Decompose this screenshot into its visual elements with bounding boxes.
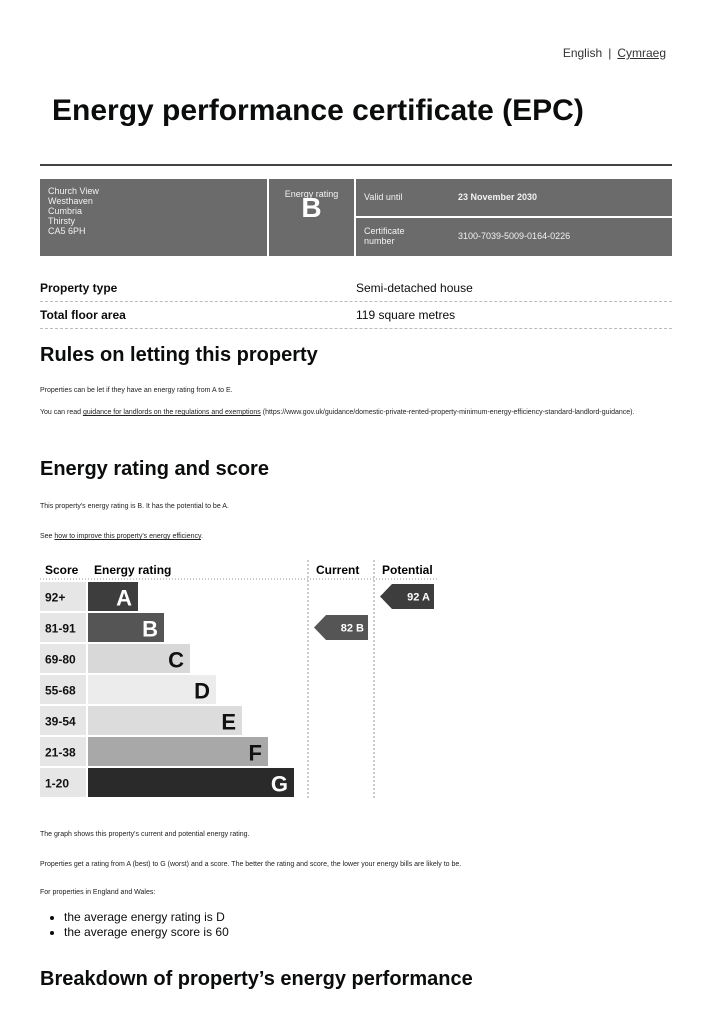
address-line: Thirsty [48, 216, 75, 226]
current-rating-arrow-label: 82 B [340, 622, 364, 635]
certificate-number-block [356, 218, 672, 256]
energy-rating-chart [40, 560, 460, 810]
rating-letter-c: C [168, 647, 184, 673]
list-item: • the average energy rating is D [64, 910, 229, 925]
page-title: Energy performance certificate (EPC) [52, 94, 584, 127]
property-type-row [40, 275, 672, 302]
rules-text-suffix: . [632, 409, 635, 416]
lang-separator: | [608, 46, 612, 60]
average-list [48, 910, 229, 940]
rating-letter-f: F [248, 740, 262, 766]
energy-paragraph-2 [40, 532, 660, 541]
rating-letter-a: A [116, 585, 132, 611]
energy-rating-label: Energy rating [284, 189, 339, 199]
score-label-b: 81-91 [45, 621, 76, 636]
rules-text-prefix: You can read [40, 409, 83, 416]
landlord-guidance-link[interactable]: guidance for landlords on the regulations and exemptions [82, 409, 261, 416]
rules-paragraph-2 [40, 408, 660, 417]
current-header: Current [316, 563, 360, 577]
valid-until-value: 23 November 2030 [458, 192, 538, 202]
energy-rating-block [269, 179, 354, 256]
lang-english[interactable]: English [562, 46, 603, 60]
score-label-f: 21-38 [45, 745, 76, 760]
rating-letter-b: B [142, 616, 158, 642]
rating-letter-g: G [270, 771, 288, 797]
score-label-d: 55-68 [45, 683, 76, 698]
energy-heading: Energy rating and score [40, 458, 269, 480]
rating-letter-d: D [194, 678, 210, 704]
rules-heading: Rules on letting this property [40, 344, 318, 366]
address-line: Cumbria [48, 206, 83, 216]
rating-letter-e: E [221, 709, 236, 735]
breakdown-heading: Breakdown of property’s energy performance [40, 968, 473, 990]
property-type-value: Semi-detached house [356, 281, 473, 295]
rating-bar-g [88, 768, 294, 797]
energy-rating-chart-svg [40, 560, 460, 810]
rating-header: Energy rating [94, 563, 172, 577]
energy-text-prefix: See [40, 533, 55, 540]
rating-bar-e [88, 706, 242, 735]
energy-text-suffix: . [201, 533, 203, 540]
score-label-c: 69-80 [45, 652, 76, 667]
lang-cymraeg-link[interactable]: Cymraeg [617, 46, 666, 60]
rating-bar-f [88, 737, 268, 766]
list-item: • the average energy score is 60 [64, 925, 229, 940]
address-line: Westhaven [48, 196, 93, 206]
england-wales-intro: For properties in England and Wales: [40, 889, 156, 896]
address-line: CA5 6PH [48, 226, 86, 236]
certificate-banner [40, 179, 672, 256]
valid-until-block [356, 179, 672, 216]
title-divider [40, 164, 672, 166]
chart-caption: The graph shows this property's current and potential energy rating. [40, 831, 250, 838]
language-switcher [563, 46, 666, 60]
score-header: Score [45, 563, 79, 577]
address-line: Church View [48, 186, 99, 196]
potential-header: Potential [382, 563, 433, 577]
score-label-a: 92+ [45, 590, 66, 605]
energy-paragraph-1: This property's energy rating is B. It has the potential to be A. [40, 503, 229, 510]
energy-rating-value: B [301, 192, 322, 223]
property-type-label: Property type [40, 281, 118, 295]
floor-area-row [40, 302, 672, 329]
landlord-guidance-url: (https://www.gov.uk/guidance/domestic-private-rented-property-minimum-energy-efficiency-standard-landlord-guidance) [260, 409, 633, 416]
potential-rating-arrow-label: 92 A [407, 591, 430, 604]
floor-area-value: 119 square metres [356, 308, 456, 322]
score-label-e: 39-54 [45, 714, 76, 729]
rating-explanation: Properties get a rating from A (best) to G (worst) and a score. The better the rating and score, the lower your energy bills are likely to be. [40, 861, 462, 868]
floor-area-label: Total floor area [40, 308, 126, 322]
rules-paragraph-1: Properties can be let if they have an energy rating from A to E. [40, 387, 233, 394]
certificate-number-value: 3100-7039-5009-0164-0226 [458, 231, 571, 241]
improve-efficiency-link[interactable]: how to improve this property's energy efficiency [54, 533, 201, 540]
score-label-g: 1-20 [45, 776, 70, 791]
address-block [40, 179, 267, 256]
certificate-number-label: Certificate number [364, 226, 405, 246]
valid-until-label: Valid until [364, 192, 403, 202]
